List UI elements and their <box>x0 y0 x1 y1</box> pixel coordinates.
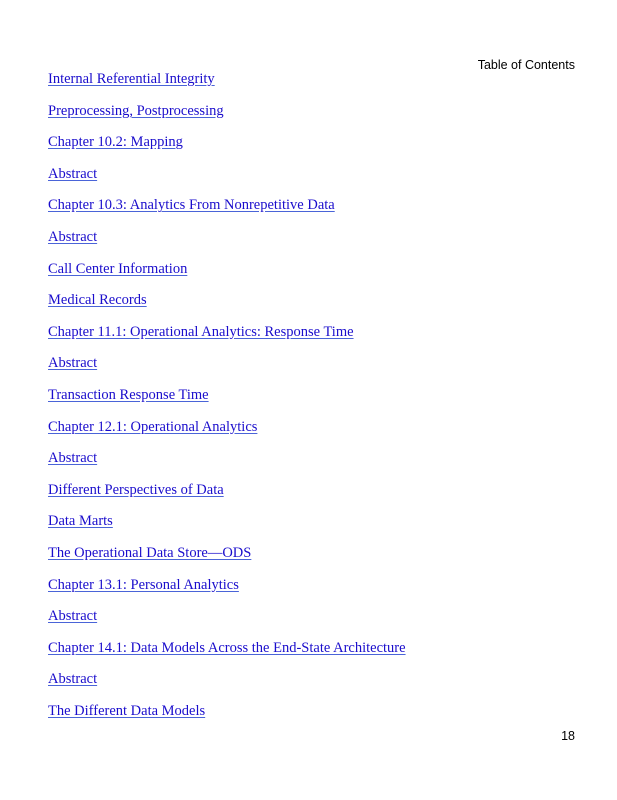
toc-link[interactable]: Transaction Response Time <box>48 386 209 403</box>
toc-item <box>48 669 406 701</box>
table-of-contents-list <box>48 69 406 732</box>
toc-item <box>48 353 406 385</box>
toc-item <box>48 606 406 638</box>
toc-link[interactable]: Medical Records <box>48 292 147 309</box>
toc-item <box>48 290 406 322</box>
toc-item <box>48 543 406 575</box>
toc-link[interactable]: Abstract <box>48 608 98 625</box>
toc-item <box>48 385 406 417</box>
page-header-title: Table of Contents <box>477 58 575 72</box>
page-number: 18 <box>561 729 575 743</box>
toc-link[interactable]: Call Center Information <box>48 260 188 277</box>
toc-link[interactable]: Abstract <box>48 671 98 688</box>
toc-link[interactable]: Chapter 12.1: Operational Analytics <box>48 418 258 435</box>
toc-item <box>48 448 406 480</box>
toc-link[interactable]: Chapter 11.1: Operational Analytics: Response Time <box>48 323 354 340</box>
toc-item <box>48 227 406 259</box>
toc-link[interactable]: Abstract <box>48 228 98 245</box>
toc-item <box>48 164 406 196</box>
toc-link[interactable]: Internal Referential Integrity <box>48 71 215 87</box>
toc-item <box>48 575 406 607</box>
toc-link[interactable]: Different Perspectives of Data <box>48 481 224 498</box>
toc-link[interactable]: Abstract <box>48 165 98 182</box>
toc-item <box>48 259 406 291</box>
toc-item <box>48 101 406 133</box>
toc-link[interactable]: Data Marts <box>48 513 113 530</box>
toc-item <box>48 195 406 227</box>
toc-link[interactable]: Preprocessing, Postprocessing <box>48 102 224 119</box>
toc-item <box>48 417 406 449</box>
toc-item <box>48 511 406 543</box>
toc-link[interactable]: Chapter 10.2: Mapping <box>48 134 183 151</box>
toc-link[interactable]: Chapter 10.3: Analytics From Nonrepetitive Data <box>48 197 335 214</box>
toc-item <box>48 132 406 164</box>
toc-item <box>48 701 406 733</box>
toc-link[interactable]: Abstract <box>48 355 98 372</box>
toc-item <box>48 69 406 101</box>
toc-link[interactable]: Chapter 13.1: Personal Analytics <box>48 576 239 593</box>
toc-item <box>48 322 406 354</box>
toc-link[interactable]: Chapter 14.1: Data Models Across the End-State Architecture <box>48 639 406 656</box>
toc-link[interactable]: The Different Data Models <box>48 702 206 719</box>
toc-link[interactable]: Abstract <box>48 450 98 467</box>
toc-link[interactable]: The Operational Data Store—ODS <box>48 544 252 561</box>
toc-item <box>48 638 406 670</box>
toc-item <box>48 480 406 512</box>
